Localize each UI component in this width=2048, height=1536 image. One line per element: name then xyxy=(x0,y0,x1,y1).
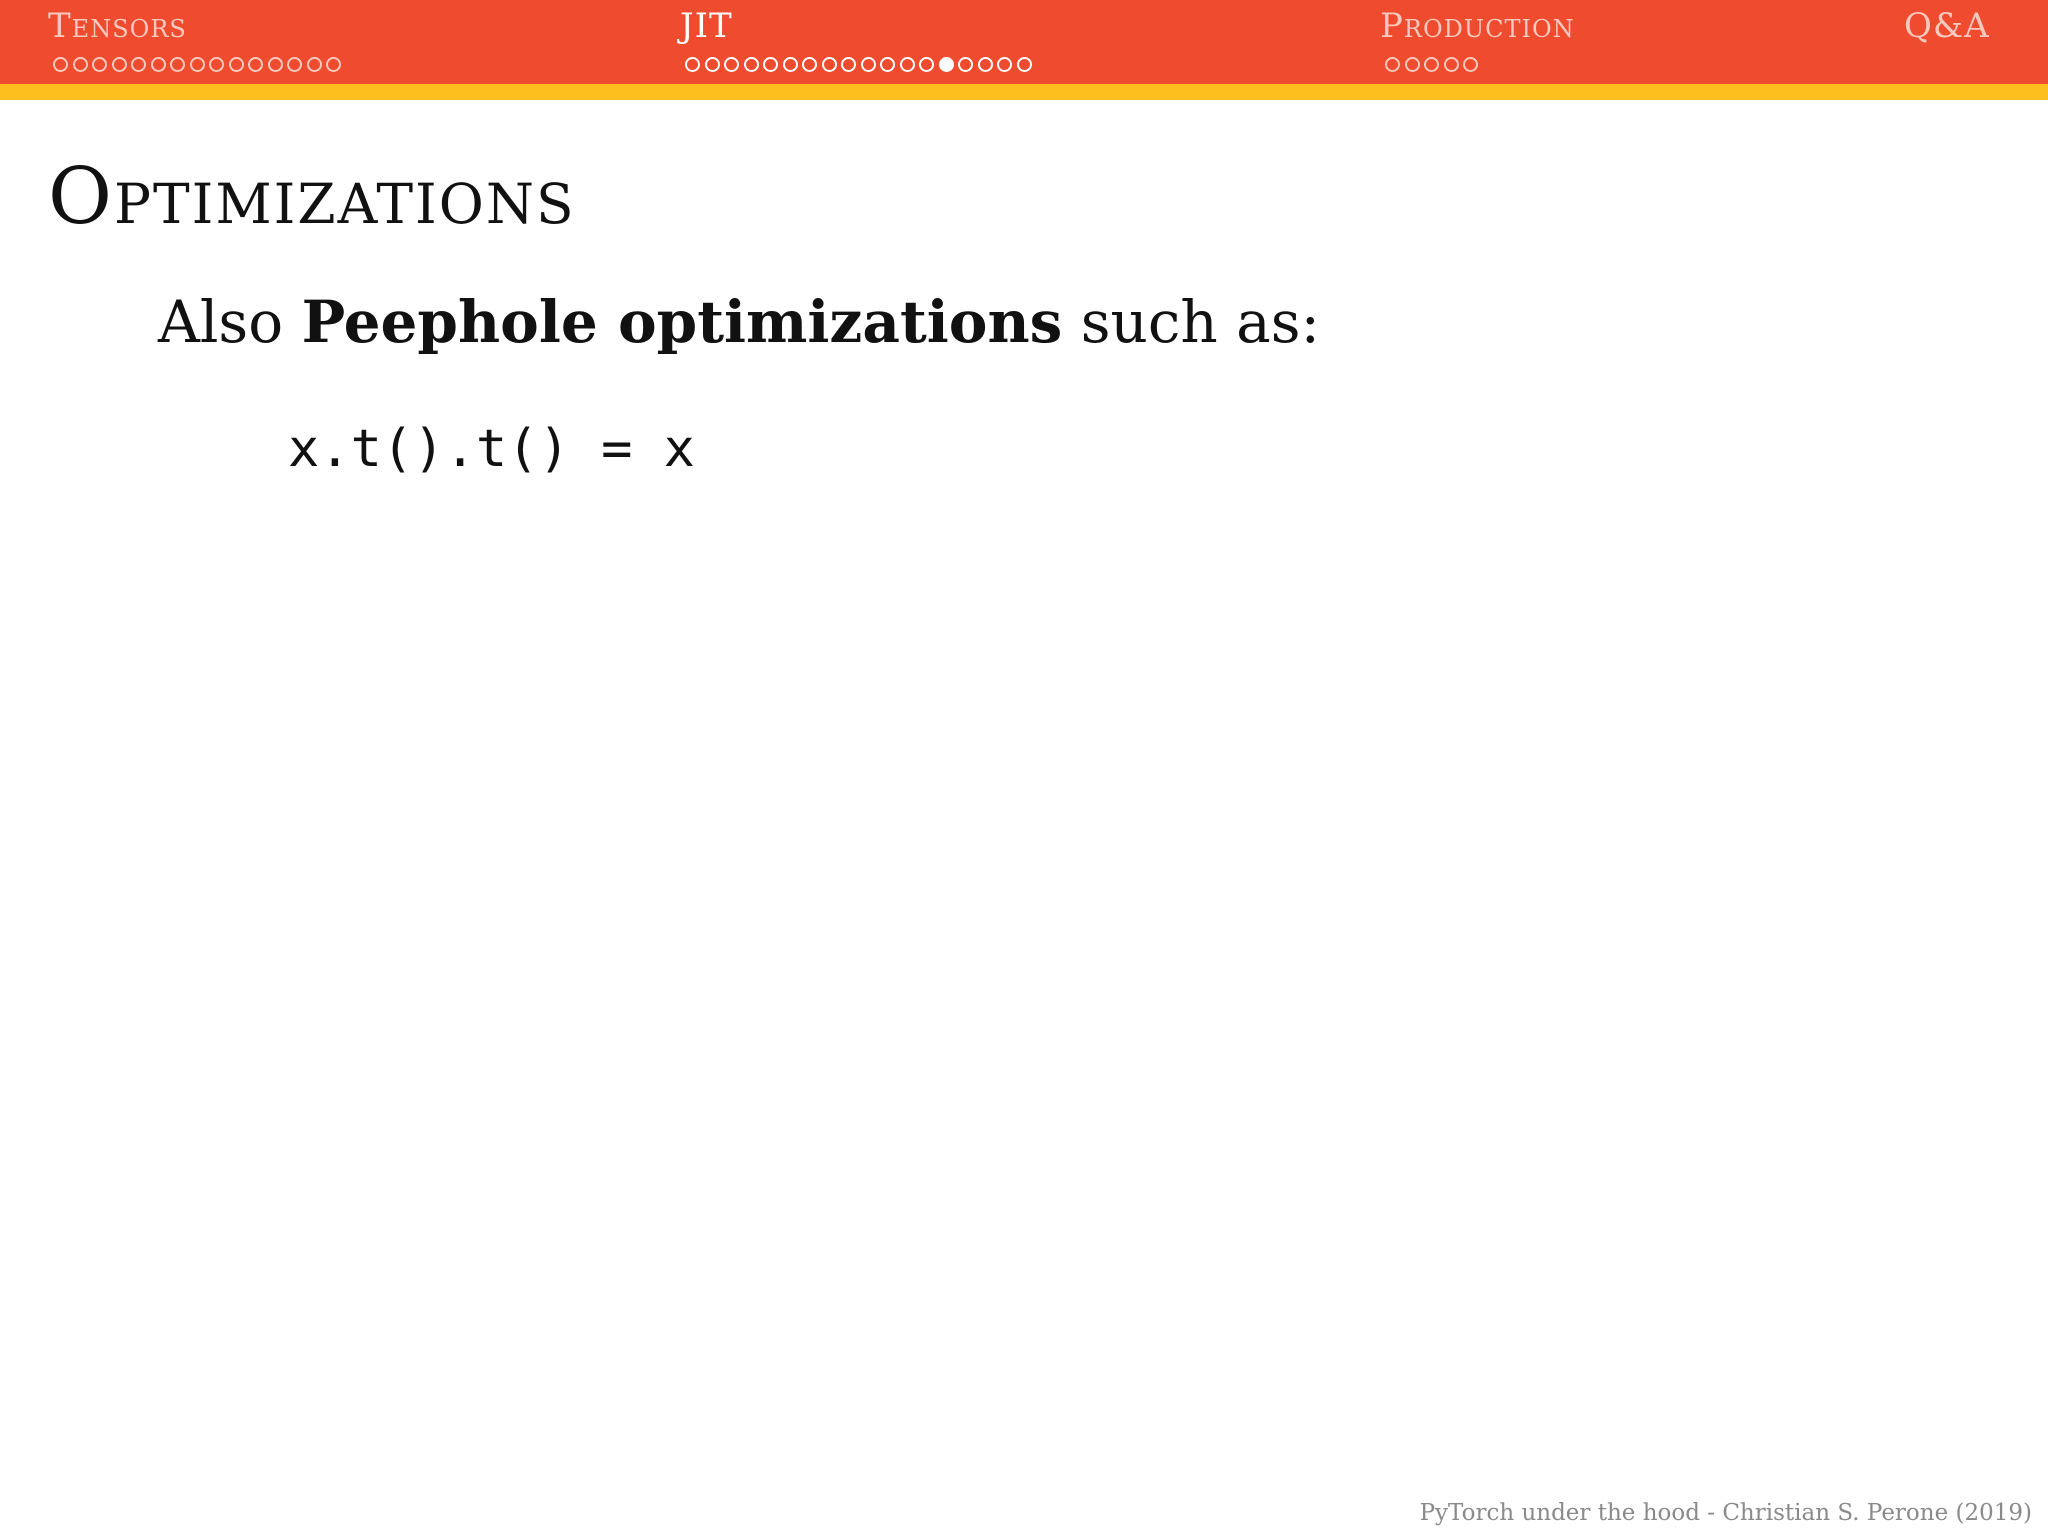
slide-dot[interactable] xyxy=(326,57,341,72)
nav-section-title[interactable]: Tensors xyxy=(48,6,187,46)
slide-dot[interactable] xyxy=(763,57,778,72)
slide-dot[interactable] xyxy=(958,57,973,72)
slide-dot[interactable] xyxy=(1017,57,1032,72)
nav-section-title[interactable]: Production xyxy=(1380,6,1575,46)
slide-footer: PyTorch under the hood - Christian S. Perone (2019) xyxy=(1419,1500,2032,1526)
slide-dots xyxy=(1385,57,1575,72)
slide-dot[interactable] xyxy=(705,57,720,72)
slide-dot[interactable] xyxy=(1405,57,1420,72)
nav-section-production[interactable] xyxy=(1380,6,1575,72)
slide-dots xyxy=(685,57,1032,72)
slide-dot[interactable] xyxy=(131,57,146,72)
slide-dot[interactable] xyxy=(685,57,700,72)
slide-dot[interactable] xyxy=(744,57,759,72)
slide-dot[interactable] xyxy=(1463,57,1478,72)
slide-dot[interactable] xyxy=(248,57,263,72)
code-example: x.t().t() = x xyxy=(288,419,695,479)
slide-dot[interactable] xyxy=(880,57,895,72)
nav-section-jit[interactable] xyxy=(680,6,1032,72)
slide-dot[interactable] xyxy=(802,57,817,72)
slide-dot[interactable] xyxy=(997,57,1012,72)
nav-section-qa[interactable] xyxy=(1904,6,1990,46)
navigation-bar xyxy=(0,0,2048,84)
body-suffix: such as: xyxy=(1062,288,1320,356)
slide-dot[interactable] xyxy=(53,57,68,72)
slide-dot[interactable] xyxy=(73,57,88,72)
nav-section-title[interactable]: JIT xyxy=(680,6,733,46)
slide-dot[interactable] xyxy=(112,57,127,72)
slide-dot[interactable] xyxy=(170,57,185,72)
body-emphasis: Peephole optimizations xyxy=(301,288,1063,356)
slide-dot[interactable] xyxy=(268,57,283,72)
slide-dot[interactable] xyxy=(229,57,244,72)
body-prefix: Also xyxy=(158,288,302,356)
slide-dot[interactable] xyxy=(209,57,224,72)
slide-dot[interactable] xyxy=(900,57,915,72)
slide-dot[interactable] xyxy=(1424,57,1439,72)
slide-dot[interactable] xyxy=(287,57,302,72)
slide-dot[interactable] xyxy=(861,57,876,72)
slide-body-text xyxy=(158,282,1320,362)
nav-section-title[interactable]: Q&A xyxy=(1904,6,1990,46)
slide-dot[interactable] xyxy=(939,57,954,72)
slide-dot[interactable] xyxy=(151,57,166,72)
slide-dot[interactable] xyxy=(822,57,837,72)
slide-dot[interactable] xyxy=(724,57,739,72)
slide-dot[interactable] xyxy=(1444,57,1459,72)
accent-stripe xyxy=(0,84,2048,100)
slide-dots xyxy=(53,57,341,72)
slide-dot[interactable] xyxy=(92,57,107,72)
slide-dot[interactable] xyxy=(1385,57,1400,72)
slide-dot[interactable] xyxy=(919,57,934,72)
slide-dot[interactable] xyxy=(841,57,856,72)
slide-dot[interactable] xyxy=(783,57,798,72)
slide-dot[interactable] xyxy=(978,57,993,72)
nav-section-tensors[interactable] xyxy=(48,6,341,72)
slide-dot[interactable] xyxy=(190,57,205,72)
slide-title: Optimizations xyxy=(48,152,576,242)
slide-dot[interactable] xyxy=(307,57,322,72)
